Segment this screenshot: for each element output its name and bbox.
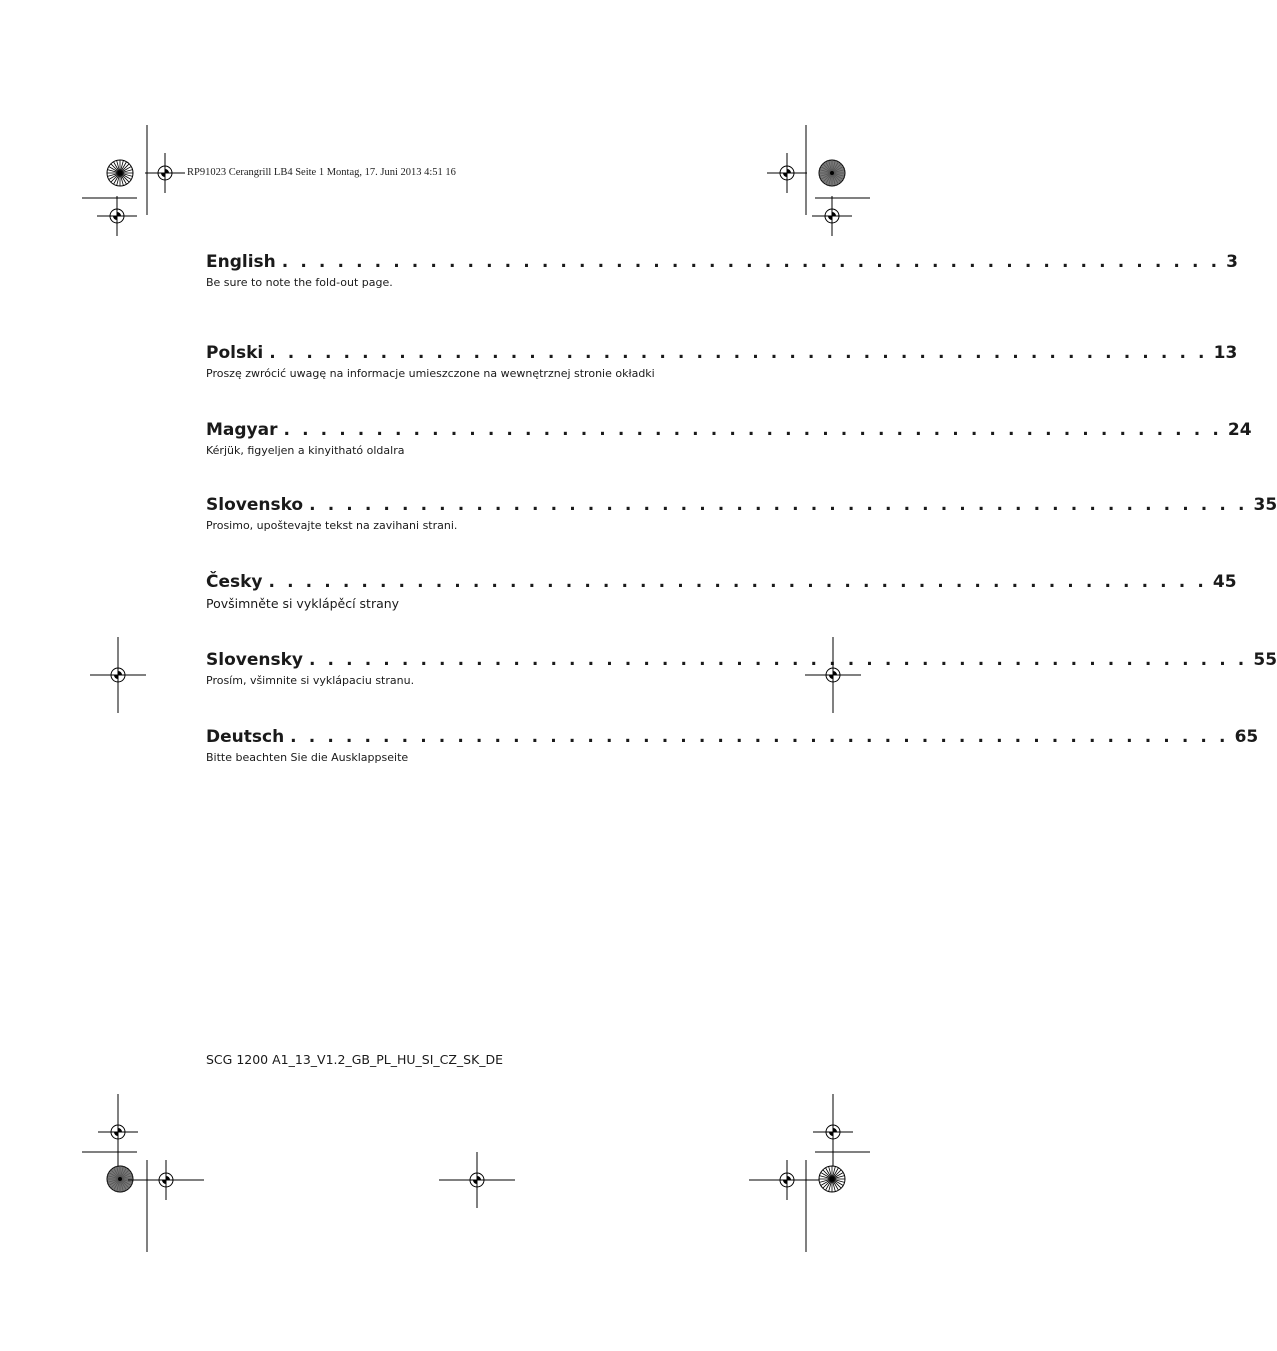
- color-wheel-icon: [819, 1166, 845, 1192]
- toc-note: Prosimo, upoštevajte tekst na zavihani strani.: [206, 519, 458, 532]
- registration-mark-icon: [439, 1152, 515, 1208]
- registration-mark-icon: [98, 1094, 138, 1170]
- color-wheel-icon: [819, 160, 845, 186]
- toc-note: Kérjük, figyeljen a kinyitható oldalra: [206, 444, 405, 457]
- toc-note: Povšimněte si vyklápěcí strany: [206, 596, 400, 611]
- toc-title: Česky: [206, 572, 263, 592]
- toc-leader: . . . . . . . . . . . . . . . . . . . . . . . . . . . . . . . . . . . . . . . . . . . . . . . . . . .: [290, 727, 1229, 747]
- color-wheel-icon: [107, 1166, 133, 1192]
- toc-leader: . . . . . . . . . . . . . . . . . . . . . . . . . . . . . . . . . . . . . . . . . . . . . . . . . . .: [308, 650, 1248, 670]
- registration-mark-icon: [749, 1160, 825, 1200]
- registration-mark-icon: [813, 1094, 853, 1170]
- toc-title: English: [206, 252, 276, 272]
- toc-note: Prosím, všimnite si vyklápaciu stranu.: [206, 674, 415, 687]
- document-code: SCG 1200 A1_13_V1.2_GB_PL_HU_SI_CZ_SK_DE: [206, 1052, 504, 1067]
- print-slug: RP91023 Cerangrill LB4 Seite 1 Montag, 17. Juni 2013 4:51 16: [187, 167, 456, 178]
- toc-page-number: 65: [1234, 727, 1259, 747]
- toc-page-number: 45: [1212, 572, 1237, 592]
- crop-mark-icon: [82, 125, 870, 1252]
- toc-leader: . . . . . . . . . . . . . . . . . . . . . . . . . . . . . . . . . . . . . . . . . . . . . . . . . . .: [269, 343, 1208, 363]
- toc-note: Bitte beachten Sie die Ausklappseite: [206, 751, 409, 764]
- toc-title: Deutsch: [206, 727, 285, 747]
- toc-title: Slovensky: [206, 650, 303, 670]
- registration-mark-icon: [805, 637, 861, 713]
- toc-title: Polski: [206, 343, 264, 363]
- toc-page-number: 55: [1253, 650, 1277, 670]
- toc-page-number: 35: [1253, 495, 1277, 515]
- registration-mark-icon: [767, 153, 807, 193]
- toc-page-number: 13: [1213, 343, 1238, 363]
- toc-note: Be sure to note the fold-out page.: [206, 276, 393, 289]
- toc-leader: . . . . . . . . . . . . . . . . . . . . . . . . . . . . . . . . . . . . . . . . . . . . . . . . . . .: [283, 420, 1222, 440]
- toc-leader: . . . . . . . . . . . . . . . . . . . . . . . . . . . . . . . . . . . . . . . . . . . . . . . . . . .: [309, 495, 1248, 515]
- color-wheel-icon: [107, 160, 133, 186]
- toc-title: Magyar: [206, 420, 278, 440]
- registration-mark-icon: [97, 196, 137, 236]
- toc-page-number: 3: [1226, 252, 1238, 272]
- toc-leader: . . . . . . . . . . . . . . . . . . . . . . . . . . . . . . . . . . . . . . . . . . . . . . . . . . .: [268, 572, 1207, 592]
- toc-leader: . . . . . . . . . . . . . . . . . . . . . . . . . . . . . . . . . . . . . . . . . . . . . . . . . . .: [281, 252, 1221, 272]
- registration-mark-icon: [128, 1160, 204, 1200]
- toc-note: Proszę zwrócić uwagę na informacje umieszczone na wewnętrznej stronie okładki: [206, 367, 655, 380]
- registration-mark-icon: [90, 637, 146, 713]
- toc-title: Slovensko: [206, 495, 304, 515]
- registration-mark-icon: [145, 153, 185, 193]
- registration-mark-icon: [812, 196, 852, 236]
- toc-page-number: 24: [1227, 420, 1252, 440]
